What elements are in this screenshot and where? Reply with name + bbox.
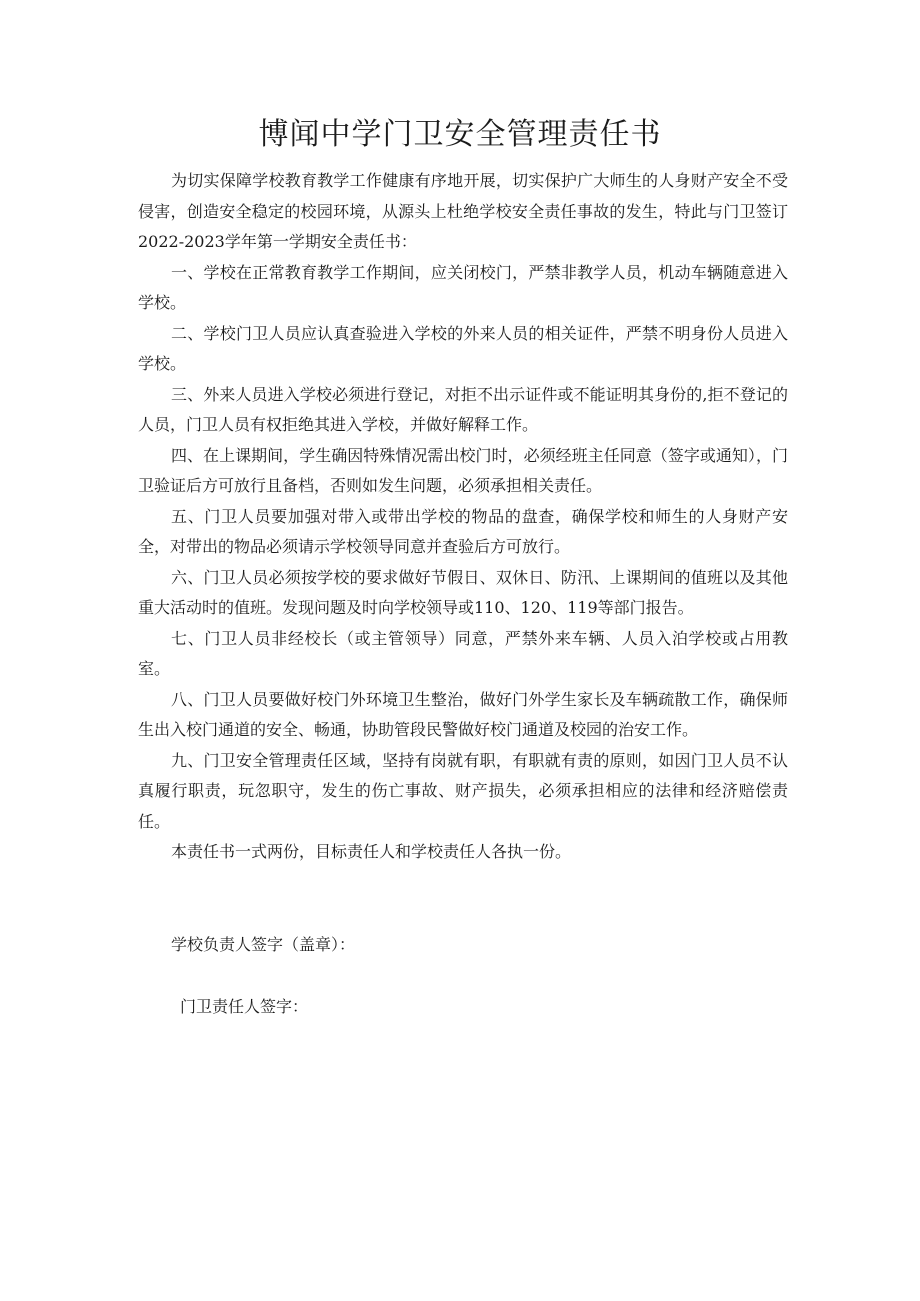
paragraph-clause-5: 五、门卫人员要加强对带入或带出学校的物品的盘查，确保学校和师生的人身财产安全，对带出的物品必须请示学校领导同意并查验后方可放行。 — [138, 506, 788, 556]
paragraph-closing: 本责任书一式两份，目标责任人和学校责任人各执一份。 — [171, 842, 572, 861]
document-body — [138, 166, 788, 868]
paragraph-clause-9: 九、门卫安全管理责任区域，坚持有岗就有职，有职就有责的原则，如因门卫人员不认真履行职责，玩忽职守，发生的伤亡事故、财产损失，必须承担相应的法律和经济赔偿责任。 — [138, 750, 788, 831]
paragraph-clause-1: 一、学校在正常教育教学工作期间，应关闭校门，严禁非教学人员，机动车辆随意进入学校。 — [138, 262, 788, 312]
guard-signature-line: 门卫责任人签字： — [180, 997, 309, 1016]
paragraph-clause-3: 三、外来人员进入学校必须进行登记，对拒不出示证件或不能证明其身份的,拒不登记的人员，门卫人员有权拒绝其进入学校，并做好解释工作。 — [138, 384, 788, 434]
paragraph-intro: 为切实保障学校教育教学工作健康有序地开展，切实保护广大师生的人身财产安全不受侵害，创造安全稳定的校园环境，从源头上杜绝学校安全责任事故的发生，特此与门卫签订2022-2023学年第一学期安全责任书： — [138, 171, 788, 251]
paragraph-clause-4: 四、在上课期间，学生确因特殊情况需出校门时，必须经班主任同意（签字或通知），门卫验证后方可放行且备档，否则如发生问题，必须承担相关责任。 — [138, 445, 788, 495]
document-title: 博闻中学门卫安全管理责任书 — [258, 117, 662, 152]
paragraph-clause-7: 七、门卫人员非经校长（或主管领导）同意，严禁外来车辆、人员入泊学校或占用教室。 — [138, 628, 788, 678]
paragraph-clause-8: 八、门卫人员要做好校门外环境卫生整治，做好门外学生家长及车辆疏散工作，确保师生出入校门通道的安全、畅通，协助管段民警做好校门通道及校园的治安工作。 — [138, 689, 788, 739]
school-signature-line: 学校负责人签字（盖章）： — [171, 935, 356, 954]
paragraph-clause-2: 二、学校门卫人员应认真查验进入学校的外来人员的相关证件，严禁不明身份人员进入学校。 — [138, 323, 788, 373]
paragraph-clause-6: 六、门卫人员必须按学校的要求做好节假日、双休日、防汛、上课期间的值班以及其他重大活动时的值班。发现问题及时向学校领导或110、120、119等部门报告。 — [138, 567, 788, 617]
